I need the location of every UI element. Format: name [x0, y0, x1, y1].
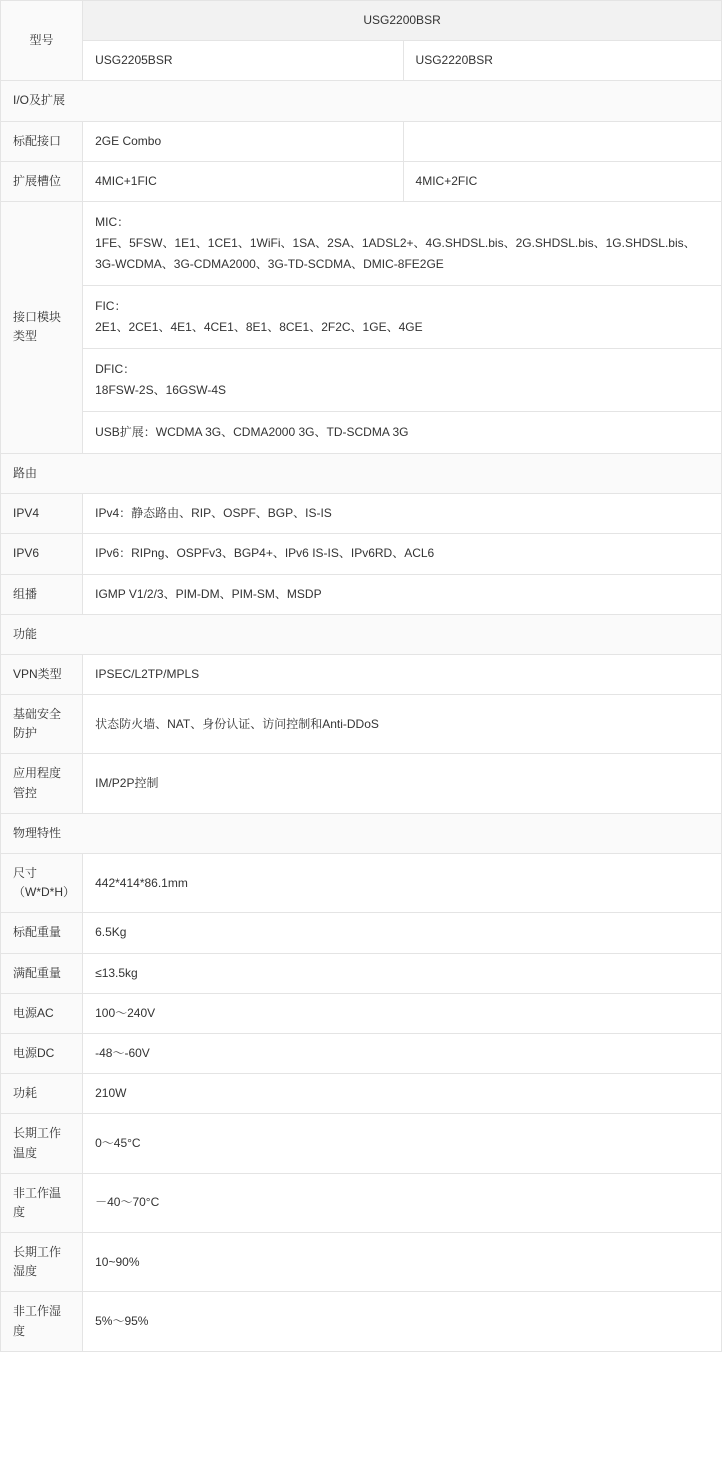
row-label-power-ac: 电源AC: [1, 993, 83, 1033]
row-label-ipv4: IPV4: [1, 494, 83, 534]
row-label-power-dc: 电源DC: [1, 1033, 83, 1073]
section-physical-label: 物理特性: [1, 813, 722, 853]
table-row: [1, 494, 722, 534]
section-function-label: 功能: [1, 614, 722, 654]
table-row: [1, 574, 722, 614]
row-value-security: 状态防火墙、NAT、身份认证、访问控制和Anti-DDoS: [83, 695, 722, 754]
model-b-cell: USG2220BSR: [403, 41, 721, 81]
row-value-module-type: [83, 201, 722, 453]
table-row-section-routing: [1, 453, 722, 493]
module-group-dfic: [83, 349, 721, 412]
row-value-std-interface-a: 2GE Combo: [83, 121, 403, 161]
module-group-fic-title: FIC：: [95, 298, 127, 313]
row-value-work-temp: 0～45°C: [83, 1114, 722, 1173]
table-row-model-header: [1, 1, 722, 41]
table-row: [1, 1074, 722, 1114]
table-row-models: [1, 41, 722, 81]
module-group-dfic-line-1: 18FSW-2S、16GSW-4S: [95, 382, 227, 397]
module-group-mic-line-1: 1FE、5FSW、1E1、1CE1、1WiFi、1SA、2SA、1ADSL2+、4G.SHDSL.bis、2G.SHDSL.bis、1G.SHDSL.bis、: [95, 235, 696, 250]
table-row: [1, 201, 722, 453]
row-value-dimension: 442*414*86.1mm: [83, 854, 722, 913]
table-row-section-function: [1, 614, 722, 654]
row-label-power-consumption: 功耗: [1, 1074, 83, 1114]
table-row: [1, 534, 722, 574]
table-row: [1, 913, 722, 953]
row-label-dimension: 尺寸（W*D*H）: [1, 854, 83, 913]
row-value-power-ac: 100～240V: [83, 993, 722, 1033]
row-label-nonwork-temp: 非工作温度: [1, 1173, 83, 1232]
row-label-work-humidity: 长期工作湿度: [1, 1233, 83, 1292]
table-row-section-io: [1, 81, 722, 121]
table-row-section-physical: [1, 813, 722, 853]
table-row: [1, 953, 722, 993]
table-row: [1, 754, 722, 813]
row-label-work-temp: 长期工作温度: [1, 1114, 83, 1173]
row-label-ipv6: IPV6: [1, 534, 83, 574]
row-value-nonwork-temp: －40～70°C: [83, 1173, 722, 1232]
section-routing-label: 路由: [1, 453, 722, 493]
row-value-full-weight: ≤13.5kg: [83, 953, 722, 993]
module-group-usb: [83, 412, 721, 453]
row-value-expansion-slot-a: 4MIC+1FIC: [83, 161, 403, 201]
module-group-mic-title: MIC：: [95, 214, 130, 229]
row-value-ipv6: IPv6：RIPng、OSPFv3、BGP4+、IPv6 IS-IS、IPv6RD、ACL6: [83, 534, 722, 574]
row-label-security: 基础安全防护: [1, 695, 83, 754]
row-value-std-interface-b: [403, 121, 721, 161]
table-row: [1, 161, 722, 201]
series-name-cell: USG2200BSR: [83, 1, 722, 41]
row-value-ipv4: IPv4：静态路由、RIP、OSPF、BGP、IS-IS: [83, 494, 722, 534]
row-label-std-interface: 标配接口: [1, 121, 83, 161]
row-label-app-control: 应用程度管控: [1, 754, 83, 813]
table-row: [1, 1173, 722, 1232]
row-value-work-humidity: 10~90%: [83, 1233, 722, 1292]
model-a-cell: USG2205BSR: [83, 41, 403, 81]
row-value-expansion-slot-b: 4MIC+2FIC: [403, 161, 721, 201]
row-value-power-dc: -48～-60V: [83, 1033, 722, 1073]
table-row: [1, 121, 722, 161]
row-label-expansion-slot: 扩展槽位: [1, 161, 83, 201]
row-value-vpn: IPSEC/L2TP/MPLS: [83, 654, 722, 694]
row-label-module-type: 接口模块类型: [1, 201, 83, 453]
row-label-full-weight: 满配重量: [1, 953, 83, 993]
module-group-fic-line-1: 2E1、2CE1、4E1、4CE1、8E1、8CE1、2F2C、1GE、4GE: [95, 319, 423, 334]
row-value-app-control: IM/P2P控制: [83, 754, 722, 813]
table-row: [1, 695, 722, 754]
module-group-fic: [83, 286, 721, 349]
row-label-nonwork-humidity: 非工作湿度: [1, 1292, 83, 1351]
table-row: [1, 993, 722, 1033]
section-io-label: I/O及扩展: [1, 81, 722, 121]
module-group-dfic-title: DFIC：: [95, 361, 136, 376]
table-row: [1, 854, 722, 913]
row-label-std-weight: 标配重量: [1, 913, 83, 953]
table-row: [1, 1233, 722, 1292]
row-label-multicast: 组播: [1, 574, 83, 614]
module-group-mic: [83, 202, 721, 286]
row-value-power-consumption: 210W: [83, 1074, 722, 1114]
module-group-usb-line-1: USB扩展：WCDMA 3G、CDMA2000 3G、TD-SCDMA 3G: [95, 424, 409, 439]
row-label-vpn: VPN类型: [1, 654, 83, 694]
table-row: [1, 1033, 722, 1073]
table-row: [1, 654, 722, 694]
table-row: [1, 1114, 722, 1173]
model-label-cell: 型号: [1, 1, 83, 81]
row-value-std-weight: 6.5Kg: [83, 913, 722, 953]
row-value-nonwork-humidity: 5%～95%: [83, 1292, 722, 1351]
row-value-multicast: IGMP V1/2/3、PIM-DM、PIM-SM、MSDP: [83, 574, 722, 614]
table-row: [1, 1292, 722, 1351]
module-group-mic-line-2: 3G-WCDMA、3G-CDMA2000、3G-TD-SCDMA、DMIC-8FE2GE: [95, 256, 444, 271]
